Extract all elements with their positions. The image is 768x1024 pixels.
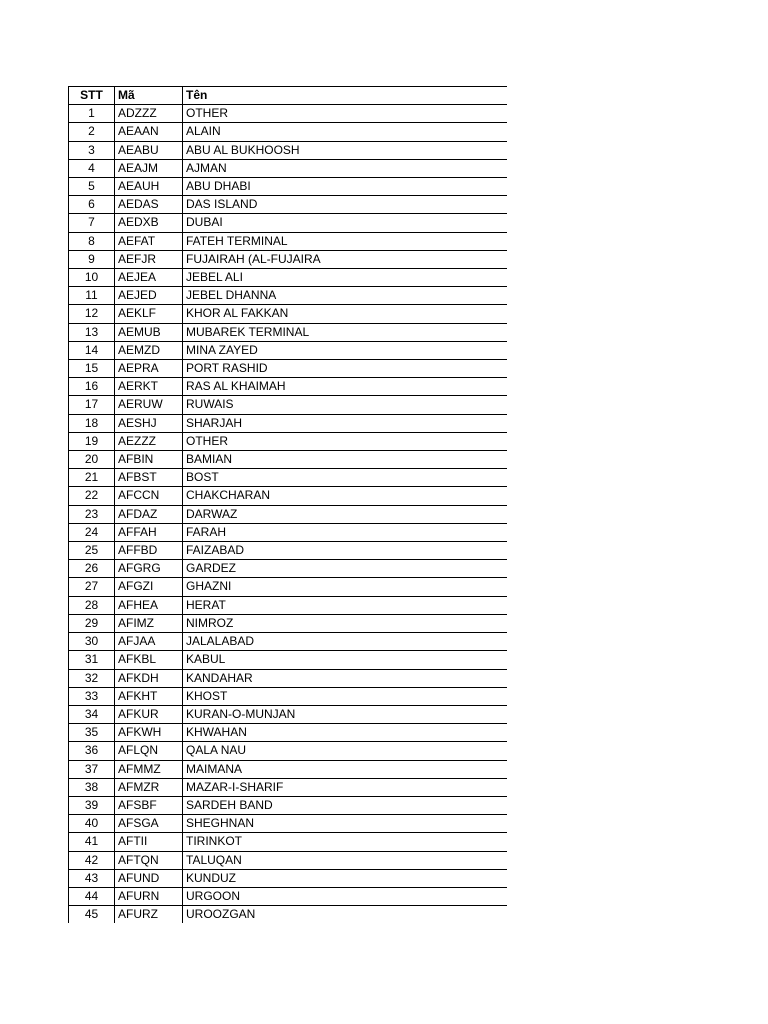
row-stt-cell: 41 [69, 833, 115, 851]
row-name-cell: TIRINKOT [183, 833, 507, 851]
row-name-cell: SARDEH BAND [183, 796, 507, 814]
row-stt-cell: 45 [69, 906, 115, 924]
table-row [69, 760, 507, 778]
table-row [69, 451, 507, 469]
row-name-cell: KABUL [183, 651, 507, 669]
row-name-cell: GARDEZ [183, 560, 507, 578]
table-row [69, 196, 507, 214]
row-code-cell: AESHJ [115, 414, 183, 432]
row-name-cell: RUWAIS [183, 396, 507, 414]
row-name-cell: KHOR AL FAKKAN [183, 305, 507, 323]
row-name-cell: HERAT [183, 596, 507, 614]
table-row [69, 851, 507, 869]
row-stt-cell: 18 [69, 414, 115, 432]
row-name-cell: MAZAR-I-SHARIF [183, 778, 507, 796]
row-stt-cell: 35 [69, 724, 115, 742]
table-row [69, 269, 507, 287]
row-stt-cell: 24 [69, 523, 115, 541]
row-name-cell: DARWAZ [183, 505, 507, 523]
table-row [69, 232, 507, 250]
row-code-cell: AFDAZ [115, 505, 183, 523]
table-row [69, 705, 507, 723]
row-code-cell: AFTII [115, 833, 183, 851]
row-stt-cell: 26 [69, 560, 115, 578]
row-code-cell: AFKBL [115, 651, 183, 669]
row-stt-cell: 37 [69, 760, 115, 778]
row-code-cell: AFGZI [115, 578, 183, 596]
row-code-cell: AEDAS [115, 196, 183, 214]
row-stt-cell: 40 [69, 815, 115, 833]
row-stt-cell: 43 [69, 869, 115, 887]
table-row [69, 323, 507, 341]
row-stt-cell: 7 [69, 214, 115, 232]
row-code-cell: AERUW [115, 396, 183, 414]
row-name-cell: NIMROZ [183, 614, 507, 632]
row-code-cell: AEMUB [115, 323, 183, 341]
row-code-cell: AFFBD [115, 542, 183, 560]
header-row [69, 87, 507, 105]
row-code-cell: AFBIN [115, 451, 183, 469]
table-row [69, 906, 507, 924]
row-stt-cell: 12 [69, 305, 115, 323]
row-name-cell: GHAZNI [183, 578, 507, 596]
table-row [69, 360, 507, 378]
row-stt-cell: 15 [69, 360, 115, 378]
row-code-cell: AEABU [115, 141, 183, 159]
row-stt-cell: 33 [69, 687, 115, 705]
row-stt-cell: 2 [69, 123, 115, 141]
row-stt-cell: 17 [69, 396, 115, 414]
table-row [69, 796, 507, 814]
table-row [69, 815, 507, 833]
table-row [69, 469, 507, 487]
table-row [69, 869, 507, 887]
row-code-cell: AEFJR [115, 250, 183, 268]
row-name-cell: FAIZABAD [183, 542, 507, 560]
table-row [69, 669, 507, 687]
table-row [69, 250, 507, 268]
row-stt-cell: 23 [69, 505, 115, 523]
row-name-cell: KUNDUZ [183, 869, 507, 887]
row-name-cell: OTHER [183, 432, 507, 450]
table-row [69, 305, 507, 323]
row-code-cell: AEMZD [115, 341, 183, 359]
table-row [69, 105, 507, 123]
row-code-cell: AFGRG [115, 560, 183, 578]
row-code-cell: AFIMZ [115, 614, 183, 632]
table-row [69, 742, 507, 760]
row-code-cell: AEZZZ [115, 432, 183, 450]
row-name-cell: KURAN-O-MUNJAN [183, 705, 507, 723]
row-name-cell: JEBEL DHANNA [183, 287, 507, 305]
table-row [69, 724, 507, 742]
row-stt-cell: 3 [69, 141, 115, 159]
row-code-cell: AEAAN [115, 123, 183, 141]
row-code-cell: AFFAH [115, 523, 183, 541]
row-stt-cell: 21 [69, 469, 115, 487]
header-code: Mã [115, 87, 183, 105]
row-stt-cell: 36 [69, 742, 115, 760]
row-name-cell: AJMAN [183, 159, 507, 177]
row-name-cell: DAS ISLAND [183, 196, 507, 214]
table-row [69, 523, 507, 541]
row-code-cell: AFJAA [115, 633, 183, 651]
row-name-cell: KHOST [183, 687, 507, 705]
row-code-cell: AFLQN [115, 742, 183, 760]
table-row [69, 178, 507, 196]
row-stt-cell: 5 [69, 178, 115, 196]
table-row [69, 633, 507, 651]
row-code-cell: AEJEA [115, 269, 183, 287]
row-code-cell: AEAJM [115, 159, 183, 177]
table-row [69, 687, 507, 705]
row-code-cell: AFKUR [115, 705, 183, 723]
table-row [69, 341, 507, 359]
table-row [69, 123, 507, 141]
row-stt-cell: 44 [69, 887, 115, 905]
row-stt-cell: 11 [69, 287, 115, 305]
row-stt-cell: 19 [69, 432, 115, 450]
row-stt-cell: 31 [69, 651, 115, 669]
row-stt-cell: 6 [69, 196, 115, 214]
row-stt-cell: 27 [69, 578, 115, 596]
row-name-cell: DUBAI [183, 214, 507, 232]
row-name-cell: FARAH [183, 523, 507, 541]
row-name-cell: TALUQAN [183, 851, 507, 869]
row-code-cell: AFURN [115, 887, 183, 905]
row-stt-cell: 29 [69, 614, 115, 632]
row-code-cell: AFHEA [115, 596, 183, 614]
spreadsheet-page [68, 86, 507, 923]
row-stt-cell: 39 [69, 796, 115, 814]
table-row [69, 542, 507, 560]
row-code-cell: AFKDH [115, 669, 183, 687]
row-name-cell: SHARJAH [183, 414, 507, 432]
row-code-cell: ADZZZ [115, 105, 183, 123]
row-stt-cell: 34 [69, 705, 115, 723]
row-code-cell: AFUND [115, 869, 183, 887]
row-stt-cell: 1 [69, 105, 115, 123]
row-name-cell: OTHER [183, 105, 507, 123]
row-name-cell: MINA ZAYED [183, 341, 507, 359]
row-code-cell: AFKWH [115, 724, 183, 742]
row-name-cell: MUBAREK TERMINAL [183, 323, 507, 341]
row-code-cell: AEKLF [115, 305, 183, 323]
row-name-cell: UROOZGAN [186, 907, 256, 922]
row-name-cell: ABU DHABI [183, 178, 507, 196]
table-row [69, 287, 507, 305]
row-code-cell: AEAUH [115, 178, 183, 196]
row-stt-cell: 42 [69, 851, 115, 869]
row-stt-cell: 14 [69, 341, 115, 359]
row-code-cell: AFMMZ [115, 760, 183, 778]
row-stt-cell: 38 [69, 778, 115, 796]
table-row [69, 505, 507, 523]
row-code-cell: AFTQN [115, 851, 183, 869]
table-row [69, 614, 507, 632]
table-row [69, 159, 507, 177]
table-row [69, 560, 507, 578]
table-row [69, 378, 507, 396]
row-stt-cell: 20 [69, 451, 115, 469]
row-code-cell: AFSBF [115, 796, 183, 814]
row-name-cell: URGOON [183, 887, 507, 905]
table-row [69, 487, 507, 505]
table-row [69, 578, 507, 596]
row-code-cell: AEDXB [115, 214, 183, 232]
table-row [69, 651, 507, 669]
row-code-cell: AFURZ [115, 906, 183, 924]
row-name-cell: ALAIN [183, 123, 507, 141]
row-code-cell: AERKT [115, 378, 183, 396]
row-name-cell: MAIMANA [183, 760, 507, 778]
row-name-cell: KANDAHAR [183, 669, 507, 687]
row-stt-cell: 10 [69, 269, 115, 287]
row-stt-cell: 16 [69, 378, 115, 396]
row-code-cell: AFBST [115, 469, 183, 487]
row-name-cell: JEBEL ALI [183, 269, 507, 287]
row-name-cell: PORT RASHID [183, 360, 507, 378]
row-stt-cell: 4 [69, 159, 115, 177]
row-name-cell: JALALABAD [183, 633, 507, 651]
row-stt-cell: 25 [69, 542, 115, 560]
header-name: Tên [183, 87, 507, 105]
table-row [69, 414, 507, 432]
header-stt: STT [69, 87, 115, 105]
row-name-cell: BOST [183, 469, 507, 487]
table-row [69, 596, 507, 614]
table-body [69, 105, 507, 924]
row-name-cell: RAS AL KHAIMAH [183, 378, 507, 396]
table-row [69, 396, 507, 414]
table-row [69, 833, 507, 851]
row-name-cell: CHAKCHARAN [183, 487, 507, 505]
table-row [69, 141, 507, 159]
row-code-cell: AEPRA [115, 360, 183, 378]
row-code-cell: AFSGA [115, 815, 183, 833]
row-code-cell: AFCCN [115, 487, 183, 505]
row-name-cell: KHWAHAN [183, 724, 507, 742]
row-name-cell: FATEH TERMINAL [183, 232, 507, 250]
row-code-cell: AEJED [115, 287, 183, 305]
row-name-cell: QALA NAU [183, 742, 507, 760]
table-row [69, 778, 507, 796]
row-stt-cell: 30 [69, 633, 115, 651]
table-row [69, 432, 507, 450]
table-row [69, 214, 507, 232]
row-stt-cell: 9 [69, 250, 115, 268]
row-code-cell: AFMZR [115, 778, 183, 796]
row-code-cell: AEFAT [115, 232, 183, 250]
row-name-cell: SHEGHNAN [183, 815, 507, 833]
row-name-cell: FUJAIRAH (AL-FUJAIRA [183, 250, 507, 268]
row-code-cell: AFKHT [115, 687, 183, 705]
location-code-table [68, 86, 507, 923]
row-stt-cell: 32 [69, 669, 115, 687]
row-name-cell: BAMIAN [183, 451, 507, 469]
row-stt-cell: 22 [69, 487, 115, 505]
table-row [69, 887, 507, 905]
row-stt-cell: 13 [69, 323, 115, 341]
row-name-cell: ABU AL BUKHOOSH [183, 141, 507, 159]
row-stt-cell: 8 [69, 232, 115, 250]
row-stt-cell: 28 [69, 596, 115, 614]
